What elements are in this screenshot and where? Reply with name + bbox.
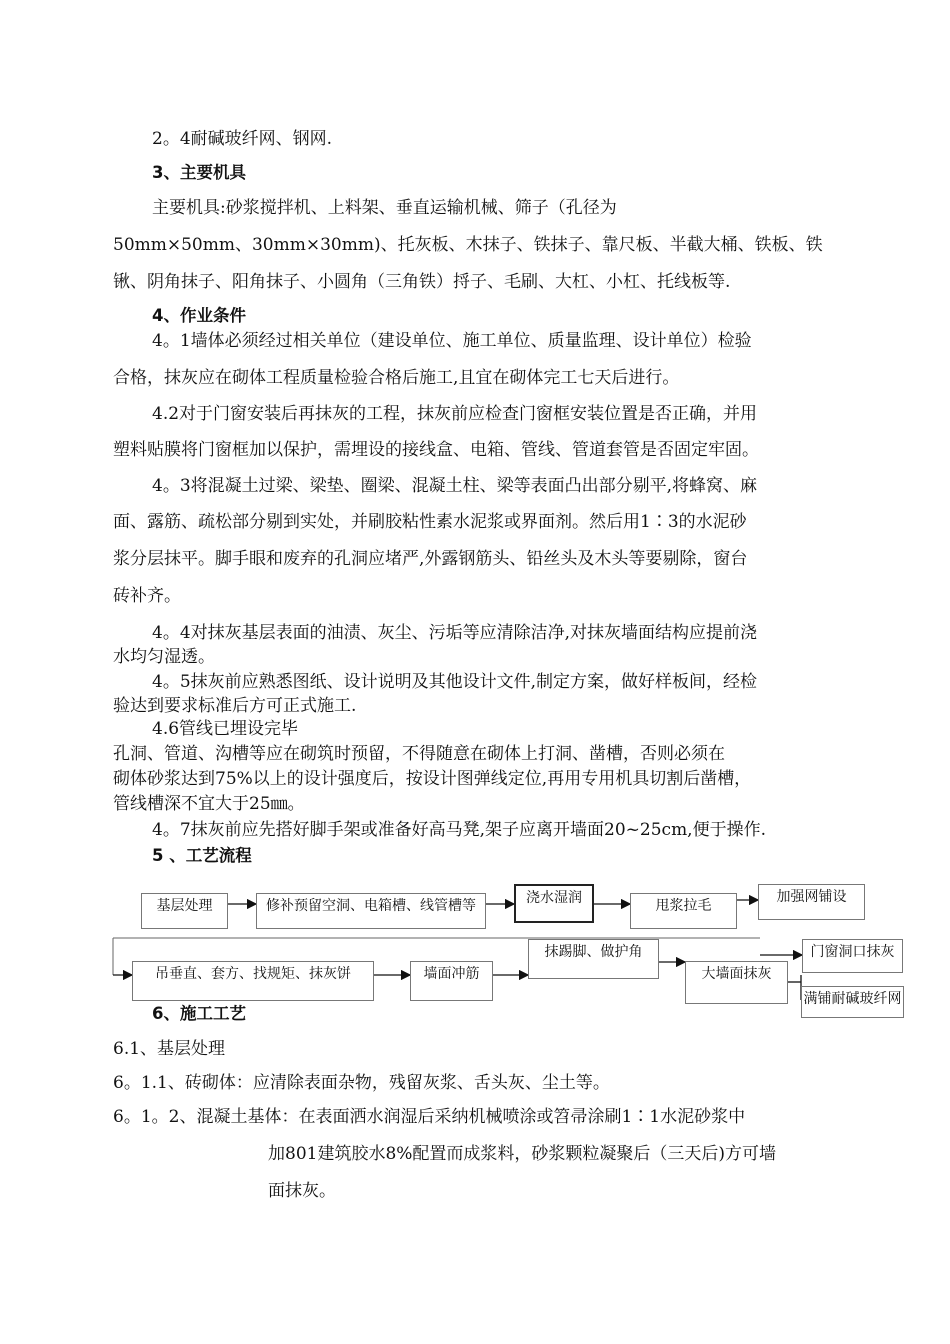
flow-step-base-treatment: 基层处理 [141, 893, 228, 929]
para-line: 4。3将混凝土过梁、梁垫、圈梁、混凝土柱、梁等表面凸出部分剔平,将蜂窝、麻 [152, 476, 758, 496]
para-line: 4。5抹灰前应熟悉图纸、设计说明及其他设计文件,制定方案，做好样板间，经检 [152, 672, 758, 692]
para-line: 主要机具:砂浆搅拌机、上料架、垂直运输机械、筛子（孔径为 [152, 198, 617, 218]
para-line: 水均匀湿透。 [113, 647, 215, 667]
para-line: 加801建筑胶水8%配置而成浆料，砂浆颗粒凝聚后（三天后)方可墙 [268, 1144, 777, 1164]
heading-process-flow: 5 、工艺流程 [152, 846, 252, 865]
para-line: 管线槽深不宜大于25㎜。 [113, 794, 305, 814]
para-line: 4。7抹灰前应先搭好脚手架或准备好高马凳,架子应离开墙面20~25cm,便于操作. [152, 820, 766, 840]
para-line: 面、露筋、疏松部分剔到实处，并刷胶粘性素水泥浆或界面剂。然后用1∶3的水泥砂 [113, 512, 747, 532]
para-line: 砖补齐。 [113, 586, 181, 606]
flow-step-skirting-corners: 抹踢脚、做护角 [528, 939, 659, 979]
para-line: 4。1墙体必须经过相关单位（建设单位、施工单位、质量监理、设计单位）检验 [152, 331, 752, 351]
flow-step-plumb-square: 吊垂直、套方、找规矩、抹灰饼 [132, 961, 374, 1001]
heading-main-tools: 3、主要机具 [152, 163, 246, 182]
para-line: 塑料贴膜将门窗框加以保护，需埋设的接线盒、电箱、管线、管道套管是否固定牢固。 [113, 440, 759, 460]
para-line: 砌体砂浆达到75%以上的设计强度后，按设计图弹线定位,再用专用机具切割后凿槽， [113, 769, 752, 789]
flow-step-full-mesh: 满铺耐碱玻纤网 [801, 986, 904, 1018]
para-line: 50mm×50mm、30mm×30mm)、托灰板、木抹子、铁抹子、靠尺板、半截大桶、铁板、铁 [113, 235, 823, 255]
heading-construction-process: 6、施工工艺 [152, 1004, 246, 1023]
para-line: 验达到要求标准后方可正式施工. [113, 696, 357, 716]
para-line: 6.1、基层处理 [113, 1039, 226, 1059]
flow-step-water-wetting: 浇水湿润 [514, 884, 594, 923]
flow-step-slurry-roughening: 甩浆拉毛 [630, 893, 737, 929]
flow-step-repair-holes: 修补预留空洞、电箱槽、线管槽等 [256, 893, 486, 929]
para-line: 2。4耐碱玻纤网、钢网. [152, 129, 333, 149]
para-line: 4。4对抹灰基层表面的油渍、灰尘、污垢等应清除洁净,对抹灰墙面结构应提前浇 [152, 623, 758, 643]
para-line: 合格，抹灰应在砌体工程质量检验合格后施工,且宜在砌体完工七天后进行。 [113, 368, 680, 388]
para-line: 孔洞、管道、沟槽等应在砌筑时预留，不得随意在砌体上打洞、凿槽，否则必须在 [113, 744, 725, 764]
flow-step-door-window-plaster: 门窗洞口抹灰 [802, 939, 903, 973]
para-line: 浆分层抹平。脚手眼和废弃的孔洞应堵严,外露钢筋头、铅丝头及木头等要剔除，窗台 [113, 549, 748, 569]
para-line: 6。1.1、砖砌体：应清除表面杂物，残留灰浆、舌头灰、尘土等。 [113, 1073, 610, 1093]
flow-step-large-wall-plaster: 大墙面抹灰 [685, 961, 788, 1004]
para-line: 4.2对于门窗安装后再抹灰的工程，抹灰前应检查门窗框安装位置是否正确，并用 [152, 404, 758, 424]
para-line: 面抹灰。 [268, 1181, 336, 1201]
flow-step-wall-screeds: 墙面冲筋 [410, 961, 493, 1001]
flow-step-reinforcing-mesh: 加强网铺设 [758, 884, 865, 920]
para-line: 6。1。2、混凝土基体：在表面洒水润湿后采纳机械喷涂或笤帚涂刷1∶1水泥砂浆中 [113, 1107, 746, 1127]
para-line: 锹、阴角抹子、阳角抹子、小圆角（三角铁）捋子、毛刷、大杠、小杠、托线板等. [113, 272, 731, 292]
para-line: 4.6管线已埋设完毕 [152, 719, 299, 739]
heading-work-conditions: 4、作业条件 [152, 306, 246, 325]
